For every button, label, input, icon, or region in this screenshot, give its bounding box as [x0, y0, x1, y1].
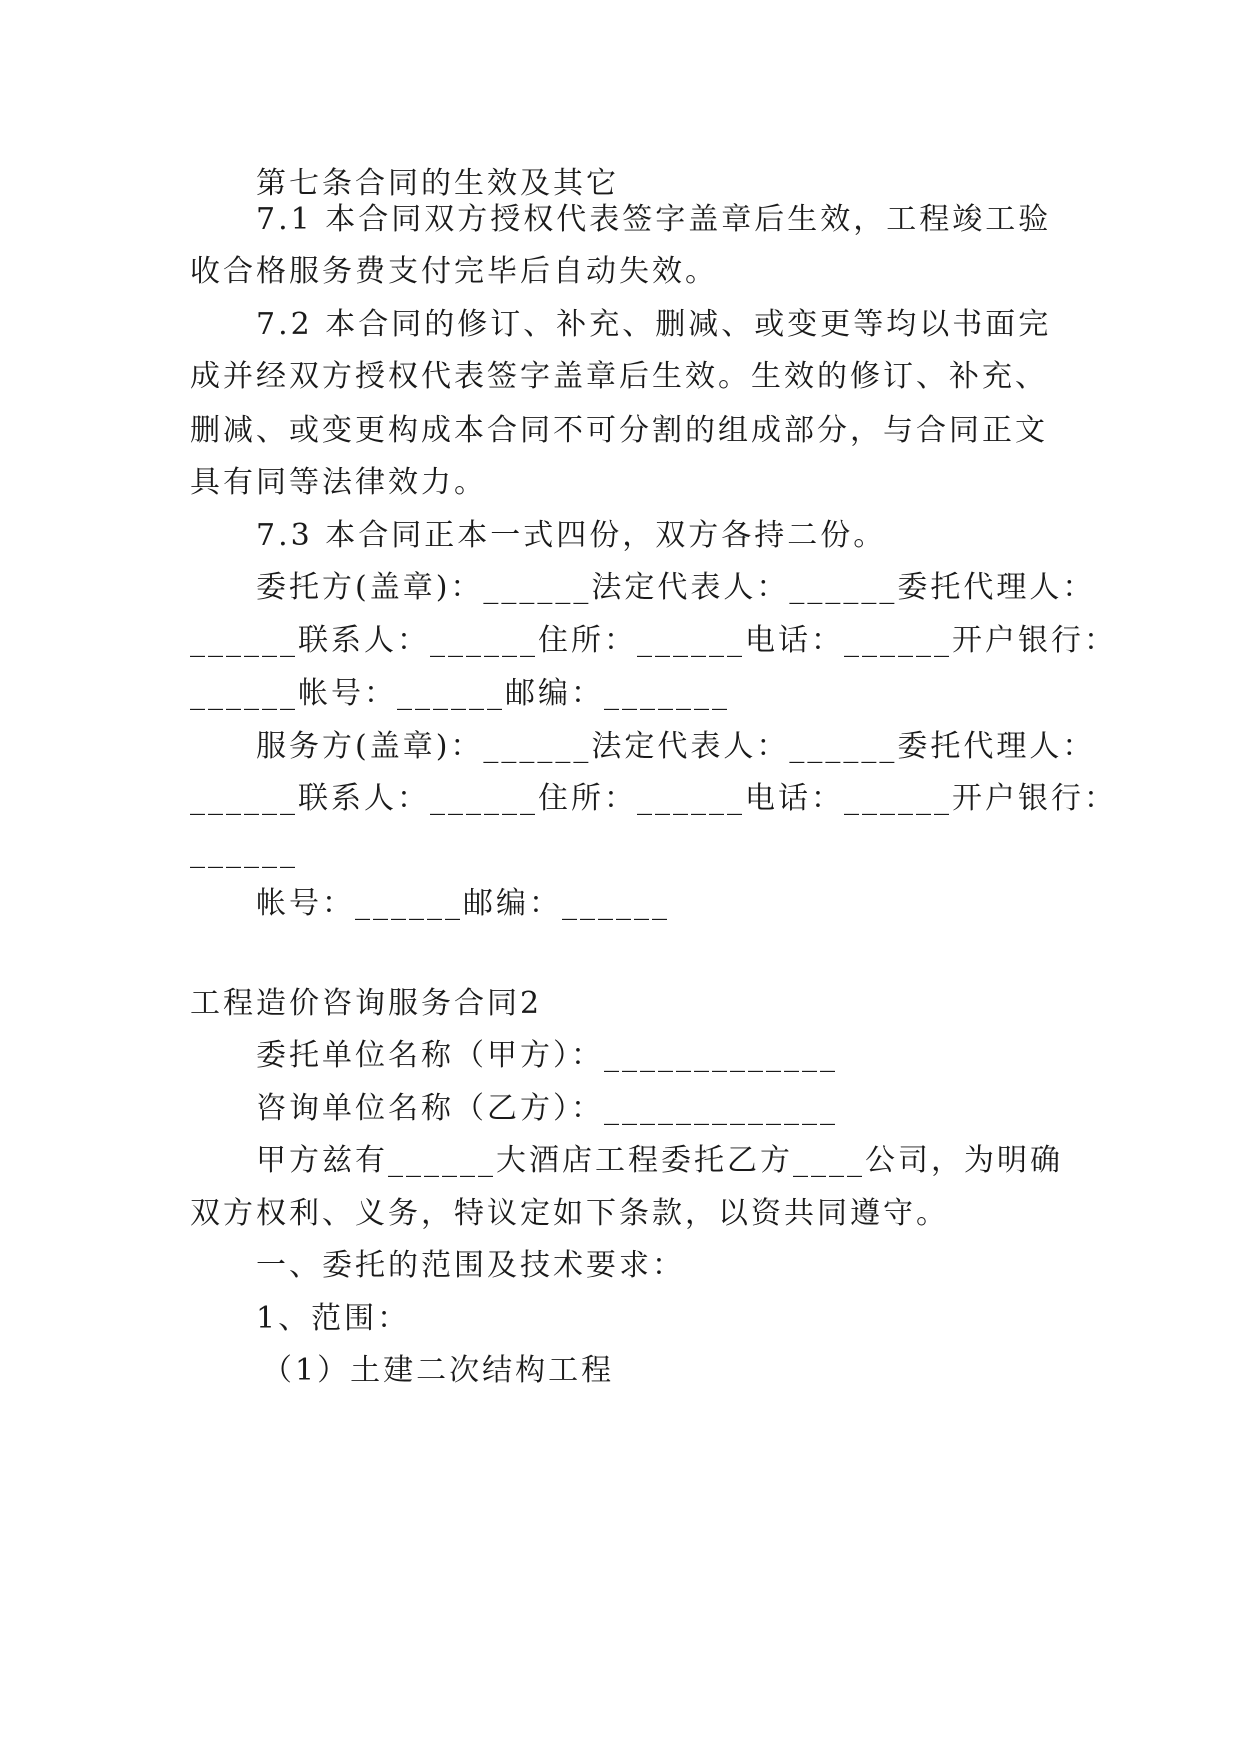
- signature-line: ______联系人：______住所：______电话：______开户银行：: [190, 781, 1117, 816]
- paragraph-line: 双方权利、义务，特议定如下条款，以资共同遵守。: [190, 1196, 949, 1231]
- signature-line: ______: [190, 834, 298, 869]
- signature-line: 服务方(盖章)：______法定代表人：______委托代理人：: [256, 729, 1096, 764]
- party-line: 咨询单位名称（乙方）：_____________: [256, 1091, 838, 1126]
- party-line: 委托单位名称（甲方）：_____________: [256, 1038, 838, 1073]
- section-heading: 第七条合同的生效及其它: [256, 166, 619, 201]
- paragraph-line: 删减、或变更构成本合同不可分割的组成部分，与合同正文: [190, 413, 1048, 448]
- paragraph-line: 7.2 本合同的修订、补充、删减、或变更等均以书面完: [256, 307, 1052, 342]
- list-item: 1、范围：: [256, 1301, 411, 1336]
- paragraph-line: 甲方兹有______大酒店工程委托乙方____公司，为明确: [256, 1143, 1063, 1178]
- paragraph-line: 7.1 本合同双方授权代表签字盖章后生效，工程竣工验: [256, 202, 1052, 237]
- section-heading: 一、委托的范围及技术要求：: [256, 1248, 685, 1283]
- document-title: 工程造价咨询服务合同2: [190, 986, 543, 1021]
- signature-line: ______联系人：______住所：______电话：______开户银行：: [190, 623, 1117, 658]
- paragraph-line: 7.3 本合同正本一式四份，双方各持二份。: [256, 518, 887, 553]
- list-item: （1）土建二次结构工程: [262, 1353, 615, 1388]
- paragraph-line: 成并经双方授权代表签字盖章后生效。生效的修订、补充、: [190, 359, 1048, 394]
- signature-line: ______帐号：______邮编：_______: [190, 676, 730, 711]
- signature-line: 帐号：______邮编：______: [256, 886, 670, 921]
- paragraph-line: 具有同等法律效力。: [190, 465, 487, 500]
- paragraph-line: 收合格服务费支付完毕后自动失效。: [190, 254, 718, 289]
- signature-line: 委托方(盖章)：______法定代表人：______委托代理人：: [256, 570, 1096, 605]
